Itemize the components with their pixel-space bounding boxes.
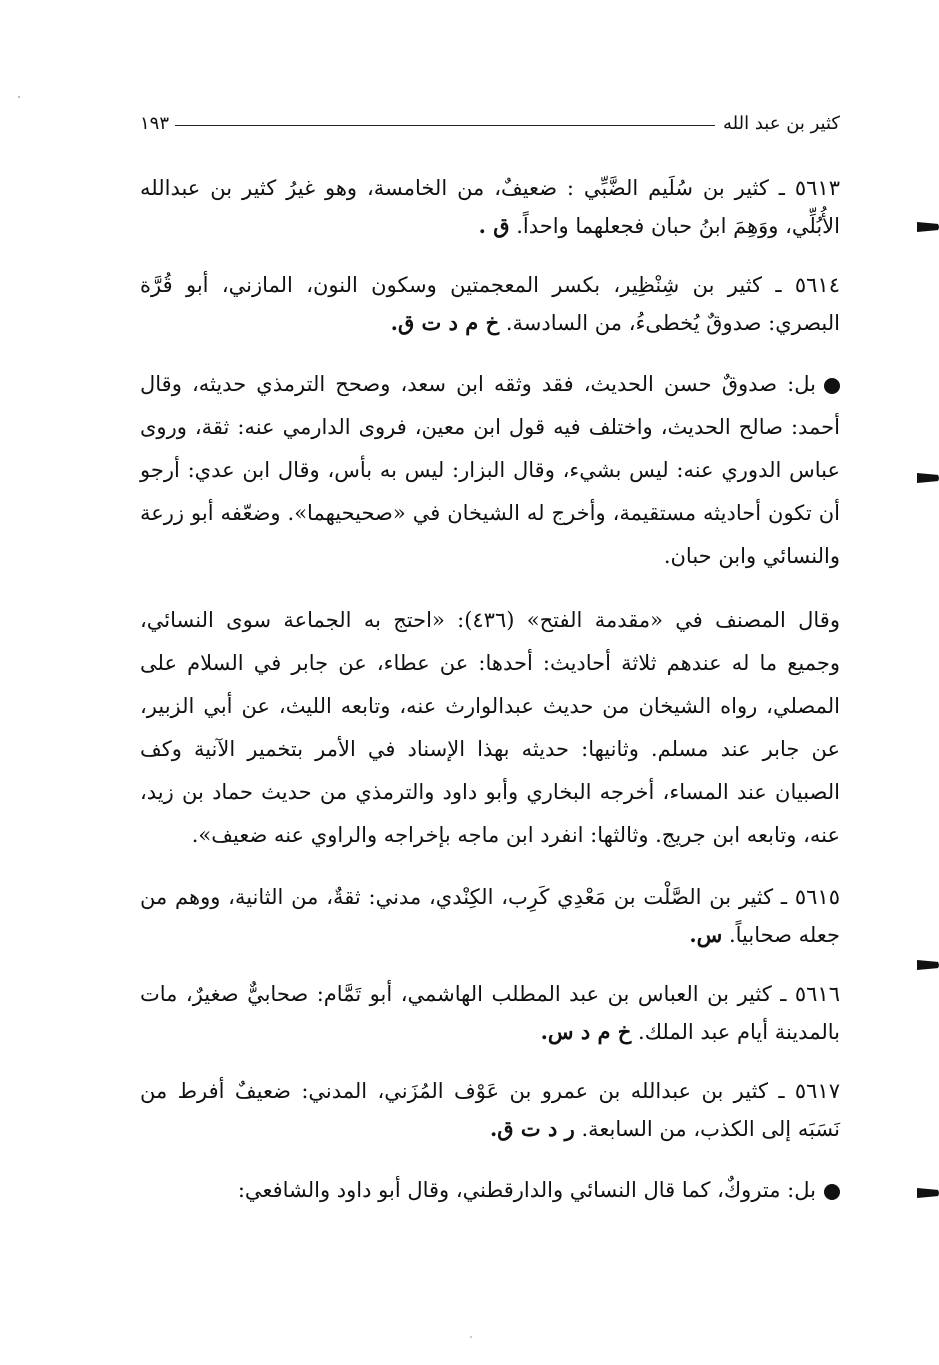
- page-number: ١٩٣: [140, 113, 170, 134]
- entry-sigla: س.: [689, 922, 723, 947]
- entry-5617: [140, 1072, 840, 1148]
- margin-marker-icon: [917, 960, 939, 970]
- comment-text: وقال المصنف في «مقدمة الفتح» (٤٣٦): «احتج به الجماعة سوى النسائي، وجميع ما له عندهم ثلاثة أحاديث: أحدها: عن عطاء، عن جابر في السلام على المصلي، رواه الشيخان من حديث عبدالوارث عنه، وتابعه الليث، عن أبي الزبير، عن جابر عند مسلم. وثانيها: حديثه بهذا الإسناد في الأمر بتخمير الآنية وكف الصبيان عند المساء، أخرجه البخاري وأبو داود والترمذي من حديث حماد بن زيد، عنه، وتابعه ابن جريج. وثالثها: انفرد ابن ماجه بإخراجه والراوي عنه ضعيف».: [140, 608, 840, 847]
- entry-sigla: خ م د س.: [540, 1019, 632, 1044]
- entry-5613: [140, 169, 840, 245]
- margin-marker-icon: [917, 1188, 939, 1198]
- entry-5616: [140, 975, 840, 1051]
- entry-text: ٥٦١٦ ـ كثير بن العباس بن عبد المطلب الهاشمي، أبو تَمَّام: صحابيٌّ صغيرٌ، مات بالمدينة أيام عبد الملك.: [140, 982, 840, 1044]
- page-header: [140, 104, 840, 134]
- entry-text: ٥٦١٧ ـ كثير بن عبدالله بن عمرو بن عَوْف المُزَني، المدني: ضعيفٌ أفرط من نَسَبَه إلى الكذب، من السابعة.: [140, 1079, 840, 1141]
- page-body: [140, 148, 840, 1232]
- comment-text: بل: صدوقٌ حسن الحديث، فقد وثقه ابن سعد، وصحح الترمذي حديثه، وقال أحمد: صالح الحديث، واختلف فيه قول ابن معين، فروى الدارمي عنه: ثقة، وروى عباس الدوري عنه: ليس بشيء، وقال البزار: ليس به بأس، وقال ابن عدي: أرجو أن تكون أحاديثه مستقيمة، وأخرج له الشيخان في «صحيحيهما». وضعّفه أبو زرعة والنسائي وابن حبان.: [140, 372, 840, 568]
- running-title: كثير بن عبد الله: [723, 113, 840, 134]
- margin-marker-icon: [917, 222, 939, 232]
- margin-marker-icon: [917, 473, 939, 483]
- bullet-icon: [824, 378, 840, 394]
- entry-sigla: ق .: [478, 213, 510, 238]
- bullet-icon: [824, 1184, 840, 1200]
- editor-comment-5614-continued: [140, 599, 840, 857]
- scan-speck: [18, 96, 20, 98]
- scan-speck: [470, 1336, 472, 1338]
- header-rule: [175, 125, 715, 126]
- entry-text: ٥٦١٤ ـ كثير بن شِنْظِير، بكسر المعجمتين وسكون النون، المازني، أبو قُرَّة البصري: صدوقٌ يُخطىءُ، من السادسة.: [140, 273, 840, 335]
- entry-text: ٥٦١٥ ـ كثير بن الصَّلْت بن مَعْدِي كَرِب، الكِنْدي، مدني: ثقةٌ، من الثانية، ووهم من جعله صحابياً.: [140, 885, 840, 947]
- entry-5614: [140, 266, 840, 342]
- editor-comment-5617: [140, 1169, 840, 1212]
- entry-sigla: خ م د ت ق.: [390, 310, 500, 335]
- entry-sigla: ر د ت ق.: [489, 1116, 575, 1141]
- comment-text: بل: متروكٌ، كما قال النسائي والدارقطني، وقال أبو داود والشافعي:: [237, 1178, 816, 1202]
- entry-text: ٥٦١٣ ـ كثير بن سُلَيم الضَّبِّي : ضعيفٌ، من الخامسة، وهو غيرُ كثير بن عبدالله الأُبُلِّي، ووَهِمَ ابنُ حبان فجعلهما واحداً.: [140, 176, 840, 238]
- entry-5615: [140, 878, 840, 954]
- editor-comment-5614: [140, 363, 840, 578]
